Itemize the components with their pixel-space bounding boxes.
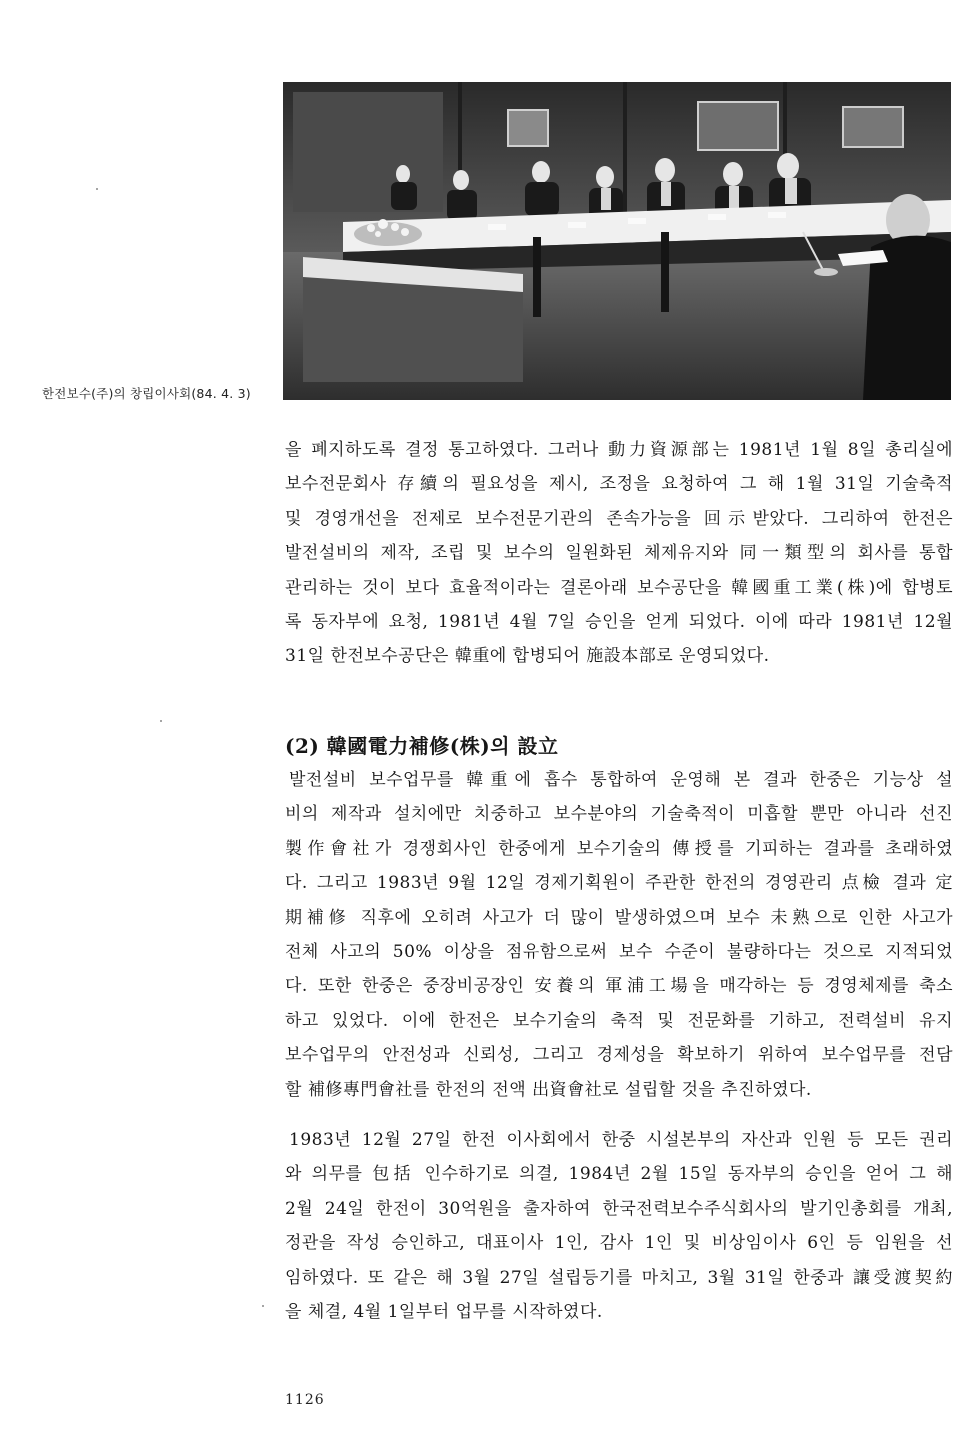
paragraph-3	[285, 1130, 953, 1336]
text-line: 31일 한전보수공단은 韓重에 합병되어 施設本部로 운영되었다.	[285, 646, 770, 667]
text-line: 할 補修專門會社를 한전의 전액 出資會社로 설립할 것을 추진하였다.	[285, 1079, 812, 1100]
text-line: 비의 제작과 설치에만 치중하고 보수분야의 기술축적이 미흡할 뿐만 아니라 선진	[285, 804, 953, 825]
text-line: 및 경영개선을 전제로 보수전문기관의 존속가능을 回示받았다. 그리하여 한전은	[285, 508, 953, 529]
text-line: 임하였다. 또 같은 해 3월 27일 설립등기를 마치고, 3월 31일 한중과 讓受渡契約	[285, 1267, 953, 1288]
text-line: 와 의무를 包括 인수하기로 의결, 1984년 2월 15일 동자부의 승인을 얻어 그 해	[285, 1164, 953, 1185]
scan-speck	[262, 1305, 264, 1307]
text-line: 製作會社가 경쟁회사인 한중에게 보수기술의 傳授를 기피하는 결과를 초래하였	[285, 838, 953, 859]
text-line: 1983년 12월 27일 한전 이사회에서 한중 시설본부의 자산과 인원 등 모든 권리	[289, 1130, 953, 1150]
photo-caption: 한전보수(주)의 창립이사회(84. 4. 3)	[42, 386, 251, 401]
scan-speck	[96, 188, 98, 190]
text-line: 하고 있었다. 이에 한전은 보수기술의 축적 및 전문화를 기하고, 전력설비 유지	[285, 1010, 953, 1031]
text-line: 다. 그리고 1983년 9월 12일 경제기획원이 주관한 한전의 경영관리 点檢 결과 定	[285, 873, 953, 894]
text-line: 발전설비 보수업무를 韓重에 흡수 통합하여 운영해 본 결과 한중은 기능상 설	[289, 770, 953, 790]
text-line: 期補修 직후에 오히려 사고가 더 많이 발생하였으며 보수 未熟으로 인한 사고가	[285, 907, 953, 928]
text-line: 보수전문회사 存續의 필요성을 제시, 조정을 요청하여 그 해 1월 31일 기술축적	[285, 474, 953, 495]
photo-illustration	[283, 82, 951, 400]
text-line: 다. 또한 한중은 중장비공장인 安養의 軍浦工場을 매각하는 등 경영체제를 축소	[285, 976, 953, 997]
paragraph-2	[285, 770, 953, 1114]
board-meeting-photo	[283, 82, 951, 400]
text-line: 발전설비의 제작, 조립 및 보수의 일원화된 체제유지와 同一類型의 회사를 통합	[285, 543, 953, 564]
text-line: 관리하는 것이 보다 효율적이라는 결론아래 보수공단을 韓國重工業(株)에 합병토	[285, 577, 953, 598]
text-line: 보수업무의 안전성과 신뢰성, 그리고 경제성을 확보하기 위하여 보수업무를 전담	[285, 1045, 953, 1066]
text-line: 록 동자부에 요청, 1981년 4월 7일 승인을 얻게 되었다. 이에 따라 1981년 12월	[285, 611, 953, 632]
section-heading: (2) 韓國電力補修(株)의 設立	[285, 734, 559, 758]
page-number: 1126	[285, 1392, 325, 1408]
text-line: 정관을 작성 승인하고, 대표이사 1인, 감사 1인 및 비상임이사 6인 등 임원을 선	[285, 1233, 953, 1254]
text-line: 2월 24일 한전이 30억원을 출자하여 한국전력보수주식회사의 발기인총회를 개최,	[285, 1198, 953, 1219]
text-line: 을 폐지하도록 결정 통고하였다. 그러나 動力資源部는 1981년 1월 8일 총리실에	[285, 440, 953, 460]
text-line: 을 체결, 4월 1일부터 업무를 시작하였다.	[285, 1301, 603, 1322]
text-line: 전체 사고의 50% 이상을 점유함으로써 보수 수준이 불량하다는 것으로 지적되었	[285, 941, 953, 962]
paragraph-1	[285, 440, 953, 681]
scan-speck	[160, 720, 162, 722]
